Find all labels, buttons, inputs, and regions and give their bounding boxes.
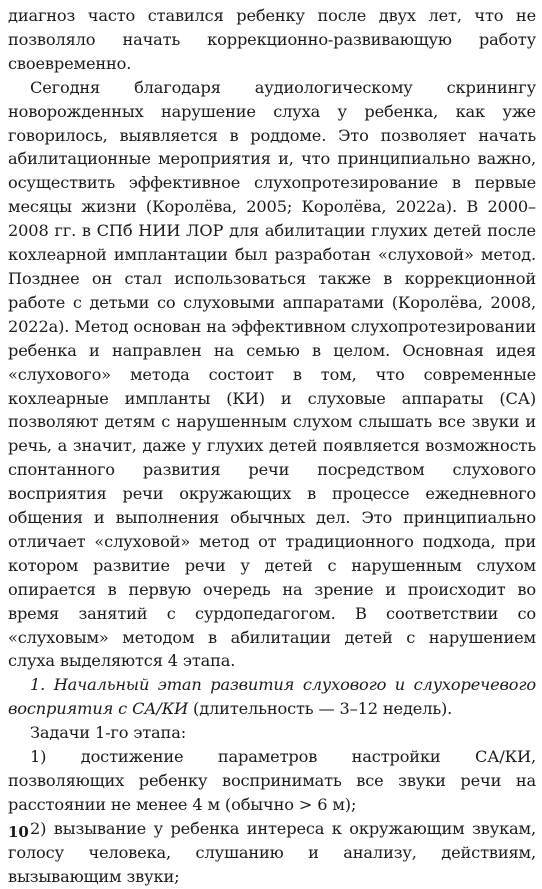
stage-duration: (длительность — 3–12 недель). [188,699,453,719]
stage-heading: 1. Начальный этап развития слухового и слухоречевого восприятия с СА/КИ [8,675,536,719]
paragraph-5: 1) достижение параметров настройки СА/КИ, позволяющих ребенку воспринимать все звуки речи на расстоянии не менее 4 м (обычно > 6 м); [8,747,536,814]
body-text [8,4,536,889]
paragraph-1: диагноз часто ставился ребенку после двух лет, что не позволяло начать коррекционно-развивающую работу своевременно. [8,6,536,73]
paragraph-4: Задачи 1-го этапа: [30,723,186,743]
page-number: 10 [8,823,29,841]
paragraph-3 [8,673,536,721]
paragraph-2: Сегодня благодаря аудиологическому скринингу новорожденных нарушение слуха у ребенка, как уже говорилось, выявляется в роддоме. Это позволяет начать абилитационные мероприятия и, что принципиально важно, осуществить эффективное слухопротезирование в первые месяцы жизни (Королёва, 2005; Королёва, 2022а). В 2000–2008 гг. в СПб НИИ ЛОР для абилитации глухих детей после кохлеарной имплантации был разработан «слуховой» метод. Позднее он стал использоваться также в коррекционной работе с детьми со слуховыми аппаратами (Королёва, 2008, 2022а). Метод основан на эффективном слухопротезировании ребенка и направлен на семью в целом. Основная идея «слухового» метода состоит в том, что современные кохлеарные импланты (КИ) и слуховые аппараты (СА) позволяют детям с нарушенным слухом слышать все звуки и речь, а значит, даже у глухих детей появляется возможность спонтанного развития речи посредством слухового восприятия речи окружающих в процессе ежедневного общения и выполнения обычных дел. Это принципиально отличает «слуховой» метод от традиционного подхода, при котором развитие речи у детей с нарушенным слухом опирается в первую очередь на зрение и происходит во время занятий с сурдопедагогом. В соответствии со «слуховым» методом в абилитации детей с нарушением слуха выделяются 4 этапа. [8,77,536,671]
paragraph-6: 2) вызывание у ребенка интереса к окружающим звукам, голосу человека, слушанию и анализу, действиям, вызывающим звуки; [8,818,536,886]
